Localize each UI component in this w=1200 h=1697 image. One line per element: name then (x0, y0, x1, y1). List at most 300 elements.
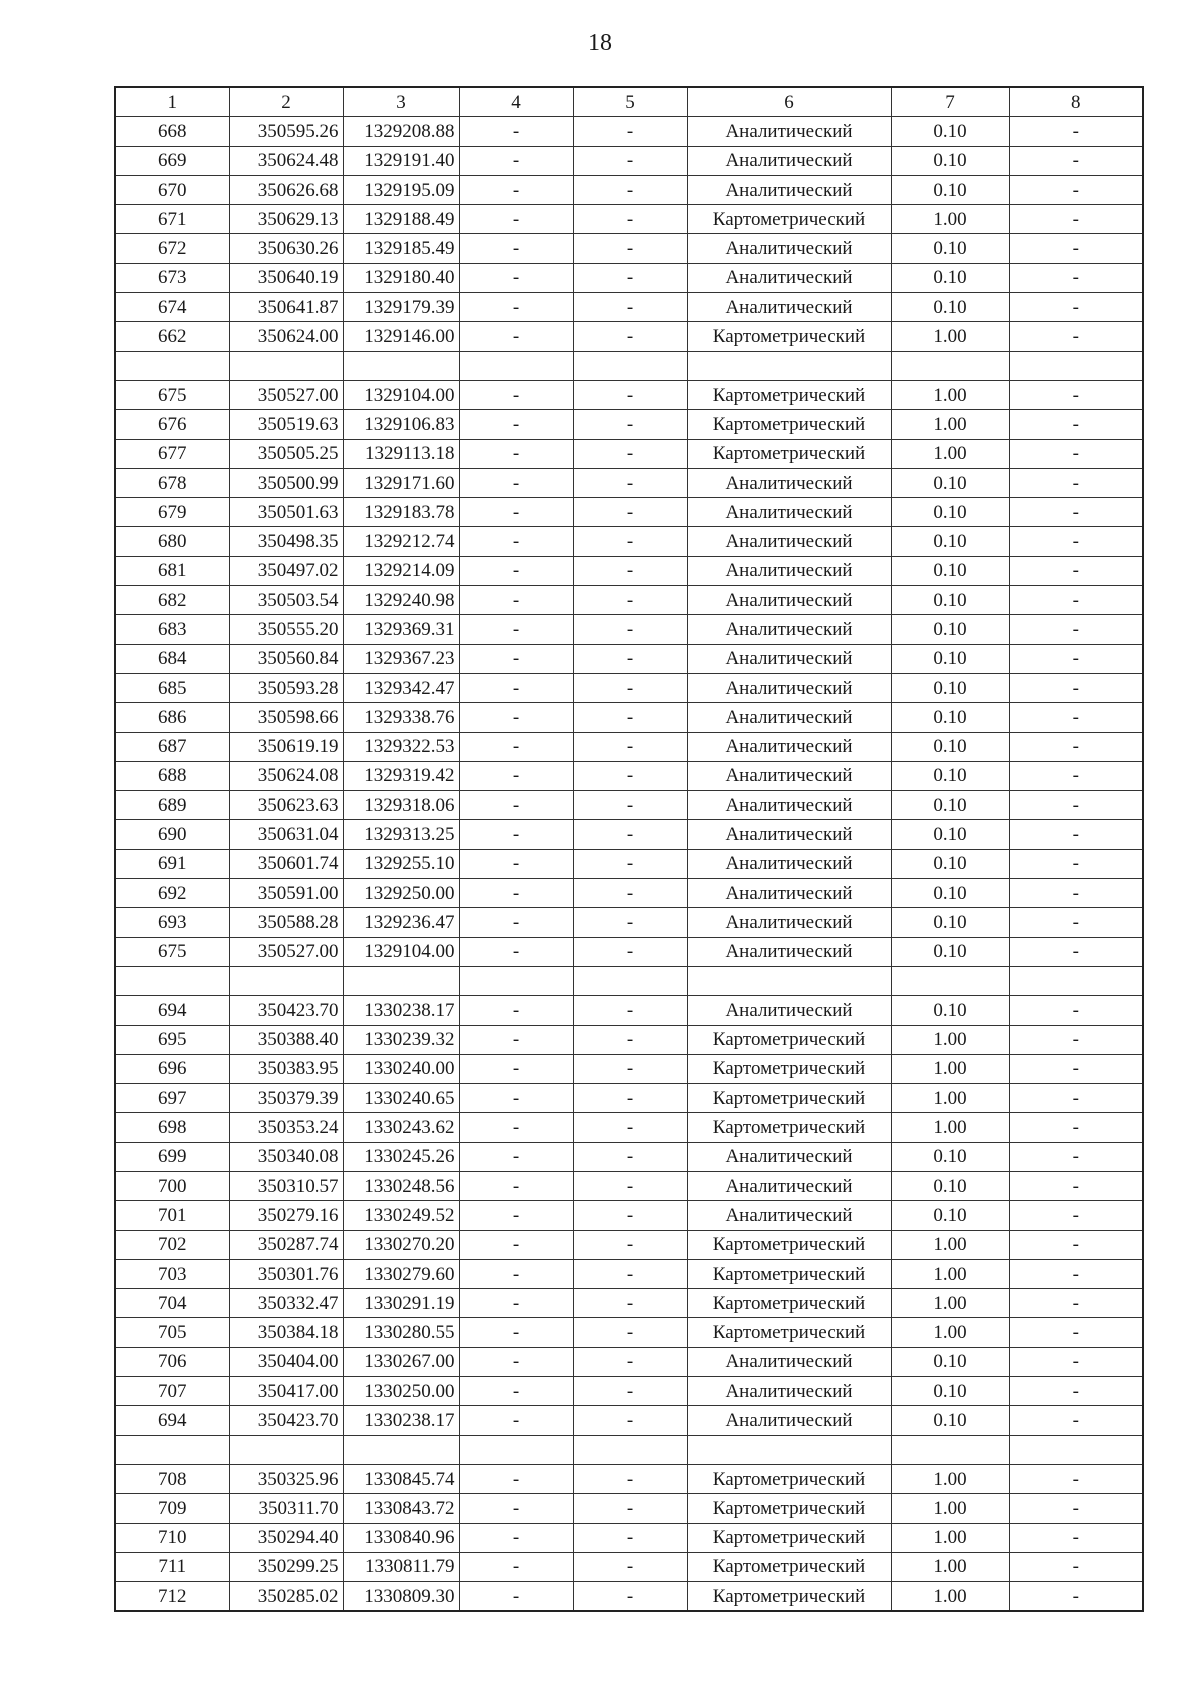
table-cell: - (573, 1523, 687, 1552)
table-cell: Картометрический (687, 1289, 891, 1318)
table-cell: - (459, 996, 573, 1025)
table-cell: - (459, 1201, 573, 1230)
table-cell: - (459, 117, 573, 146)
table-cell: 350310.57 (229, 1171, 343, 1200)
table-cell: 1330809.30 (343, 1582, 459, 1612)
table-row (115, 1582, 1143, 1612)
table-cell: - (573, 849, 687, 878)
table-cell: - (573, 937, 687, 966)
table-cell: - (1009, 234, 1143, 263)
table-cell: 1329369.31 (343, 615, 459, 644)
table-cell: 695 (115, 1025, 229, 1054)
table-cell: 350555.20 (229, 615, 343, 644)
table-cell: - (1009, 879, 1143, 908)
table-cell: 0.10 (891, 937, 1009, 966)
table-cell: 0.10 (891, 879, 1009, 908)
table-cell: 0.10 (891, 1201, 1009, 1230)
table-cell: - (573, 175, 687, 204)
table-cell: 1.00 (891, 1230, 1009, 1259)
table-cell: 350353.24 (229, 1113, 343, 1142)
table-cell: 673 (115, 263, 229, 292)
table-cell: - (459, 175, 573, 204)
page-number: 18 (588, 30, 612, 56)
table-cell (891, 966, 1009, 995)
table-cell: 1330270.20 (343, 1230, 459, 1259)
table-cell: - (573, 498, 687, 527)
table-cell: - (1009, 556, 1143, 585)
table-cell: Аналитический (687, 586, 891, 615)
table-cell: 1329214.09 (343, 556, 459, 585)
column-header: 8 (1009, 87, 1143, 117)
table-cell (229, 351, 343, 380)
table-cell: 691 (115, 849, 229, 878)
table-cell: 350332.47 (229, 1289, 343, 1318)
table-row (115, 234, 1143, 263)
table-cell: - (573, 1347, 687, 1376)
table-cell: Картометрический (687, 1084, 891, 1113)
table-cell: - (459, 1552, 573, 1581)
table-cell: 1330280.55 (343, 1318, 459, 1347)
table-cell: 1329195.09 (343, 175, 459, 204)
table-cell: Аналитический (687, 996, 891, 1025)
table-cell: 350593.28 (229, 673, 343, 702)
table-row (115, 791, 1143, 820)
table-cell: Картометрический (687, 1318, 891, 1347)
table-cell (459, 1435, 573, 1464)
table-cell: - (573, 1230, 687, 1259)
table-cell: Картометрический (687, 205, 891, 234)
table-row (115, 732, 1143, 761)
table-cell: 350287.74 (229, 1230, 343, 1259)
table-row (115, 644, 1143, 673)
table-cell: 699 (115, 1142, 229, 1171)
table-cell: 1.00 (891, 1552, 1009, 1581)
table-cell: 1.00 (891, 1464, 1009, 1493)
table-cell: - (459, 146, 573, 175)
table-cell: 0.10 (891, 146, 1009, 175)
table-cell: - (459, 1347, 573, 1376)
table-cell: - (1009, 1523, 1143, 1552)
table-cell: 350503.54 (229, 586, 343, 615)
table-cell: - (1009, 498, 1143, 527)
table-cell: 1329208.88 (343, 117, 459, 146)
table-cell: - (573, 791, 687, 820)
table-cell: - (459, 937, 573, 966)
table-row (115, 1494, 1143, 1523)
table-cell: - (459, 439, 573, 468)
table-cell: 1330248.56 (343, 1171, 459, 1200)
table-cell: 350294.40 (229, 1523, 343, 1552)
table-cell (343, 351, 459, 380)
table-cell: - (459, 586, 573, 615)
table-cell: - (459, 673, 573, 702)
table-row (115, 937, 1143, 966)
table-cell: 350629.13 (229, 205, 343, 234)
table-cell: 0.10 (891, 615, 1009, 644)
table-cell: Аналитический (687, 468, 891, 497)
table-cell: 1329367.23 (343, 644, 459, 673)
table-cell: 1329113.18 (343, 439, 459, 468)
table-cell: 1329338.76 (343, 703, 459, 732)
table-cell: Аналитический (687, 644, 891, 673)
table-cell: 0.10 (891, 996, 1009, 1025)
table-cell: 350641.87 (229, 293, 343, 322)
table-cell: 689 (115, 791, 229, 820)
table-row (115, 1552, 1143, 1581)
table-row (115, 1201, 1143, 1230)
table-cell: 1330811.79 (343, 1552, 459, 1581)
table-cell: - (1009, 175, 1143, 204)
table-cell: - (1009, 1289, 1143, 1318)
table-row (115, 498, 1143, 527)
table-cell (229, 966, 343, 995)
table-cell (573, 1435, 687, 1464)
table-cell: 350631.04 (229, 820, 343, 849)
table-cell: Аналитический (687, 879, 891, 908)
table-cell: - (1009, 937, 1143, 966)
table-cell: 680 (115, 527, 229, 556)
table-cell: Аналитический (687, 175, 891, 204)
table-cell: - (573, 1582, 687, 1612)
table-cell: 704 (115, 1289, 229, 1318)
table-cell: 696 (115, 1054, 229, 1083)
table-cell: 350404.00 (229, 1347, 343, 1376)
table-cell: 1.00 (891, 1289, 1009, 1318)
table-cell: - (459, 380, 573, 409)
table-cell: Аналитический (687, 761, 891, 790)
table-cell: 0.10 (891, 234, 1009, 263)
table-cell: 1.00 (891, 322, 1009, 351)
column-header: 3 (343, 87, 459, 117)
table-cell: - (573, 263, 687, 292)
table-cell: 350560.84 (229, 644, 343, 673)
table-cell (115, 351, 229, 380)
table-cell: 1330267.00 (343, 1347, 459, 1376)
table-cell: - (573, 1171, 687, 1200)
table-cell: 350285.02 (229, 1582, 343, 1612)
table-cell: - (573, 1289, 687, 1318)
table-cell: 0.10 (891, 527, 1009, 556)
table-cell: Аналитический (687, 849, 891, 878)
table-cell: - (459, 1171, 573, 1200)
table-row (115, 1259, 1143, 1288)
table-cell: 1329313.25 (343, 820, 459, 849)
table-cell: 1.00 (891, 1113, 1009, 1142)
table-cell: 674 (115, 293, 229, 322)
table-cell: 688 (115, 761, 229, 790)
table-cell: - (459, 1318, 573, 1347)
table-cell: 0.10 (891, 761, 1009, 790)
table-cell: - (573, 996, 687, 1025)
table-cell: Картометрический (687, 1230, 891, 1259)
column-header: 4 (459, 87, 573, 117)
table-cell (687, 966, 891, 995)
table-row (115, 1113, 1143, 1142)
table-cell: - (1009, 1025, 1143, 1054)
table-cell: 1.00 (891, 205, 1009, 234)
table-cell: - (573, 1025, 687, 1054)
table-cell: - (1009, 263, 1143, 292)
table-cell: 711 (115, 1552, 229, 1581)
table-cell: 0.10 (891, 117, 1009, 146)
table-cell: - (459, 1523, 573, 1552)
table-cell: - (1009, 673, 1143, 702)
table-cell: Аналитический (687, 1171, 891, 1200)
table-cell: 1.00 (891, 1494, 1009, 1523)
table-cell: 0.10 (891, 498, 1009, 527)
table-cell: - (459, 1289, 573, 1318)
table-cell: 679 (115, 498, 229, 527)
table-cell: - (573, 1084, 687, 1113)
table-cell: - (573, 1318, 687, 1347)
table-row (115, 1142, 1143, 1171)
table-row (115, 1171, 1143, 1200)
table-cell: 1329322.53 (343, 732, 459, 761)
table-separator-row (115, 351, 1143, 380)
table-cell: - (459, 644, 573, 673)
table-cell: 1330240.00 (343, 1054, 459, 1083)
table-cell: 1.00 (891, 380, 1009, 409)
table-cell: 705 (115, 1318, 229, 1347)
table-separator-row (115, 966, 1143, 995)
table-cell: - (1009, 820, 1143, 849)
table-cell: - (1009, 1552, 1143, 1581)
table-cell: Картометрический (687, 439, 891, 468)
table-cell: 350383.95 (229, 1054, 343, 1083)
table-cell: 350591.00 (229, 879, 343, 908)
table-cell: 1.00 (891, 1259, 1009, 1288)
table-row (115, 1230, 1143, 1259)
table-cell: Картометрический (687, 1552, 891, 1581)
table-cell: 706 (115, 1347, 229, 1376)
table-cell: - (1009, 1377, 1143, 1406)
table-row (115, 556, 1143, 585)
table-cell: 1329104.00 (343, 937, 459, 966)
table-cell: - (459, 322, 573, 351)
table-cell: 1329191.40 (343, 146, 459, 175)
table-cell: - (459, 1230, 573, 1259)
table-cell: - (573, 410, 687, 439)
table-cell: - (1009, 410, 1143, 439)
table-cell: - (573, 879, 687, 908)
table-cell: - (1009, 1113, 1143, 1142)
table-row (115, 263, 1143, 292)
table-cell: 669 (115, 146, 229, 175)
table-cell: 350624.48 (229, 146, 343, 175)
table-cell: 1329212.74 (343, 527, 459, 556)
table-cell: 1329179.39 (343, 293, 459, 322)
table-cell: - (459, 263, 573, 292)
table-cell: - (573, 556, 687, 585)
table-cell: - (573, 293, 687, 322)
table-cell: 675 (115, 937, 229, 966)
table-cell: 0.10 (891, 644, 1009, 673)
table-cell: 712 (115, 1582, 229, 1612)
table-cell (343, 1435, 459, 1464)
table-cell: Аналитический (687, 703, 891, 732)
table-cell: 1.00 (891, 1318, 1009, 1347)
table-row (115, 879, 1143, 908)
table-cell: - (1009, 1054, 1143, 1083)
table-row (115, 468, 1143, 497)
table-row (115, 1406, 1143, 1435)
table-cell: - (1009, 322, 1143, 351)
table-cell: - (459, 1113, 573, 1142)
table-cell: - (459, 849, 573, 878)
table-cell: 350598.66 (229, 703, 343, 732)
table-cell: 1329180.40 (343, 263, 459, 292)
table-cell: - (459, 1054, 573, 1083)
table-cell: - (1009, 1464, 1143, 1493)
table-cell: - (573, 1259, 687, 1288)
table-cell: Аналитический (687, 146, 891, 175)
table-cell: - (1009, 1201, 1143, 1230)
table-cell: - (459, 410, 573, 439)
table-row (115, 615, 1143, 644)
table-row (115, 1318, 1143, 1347)
table-cell: - (1009, 205, 1143, 234)
table-cell: Аналитический (687, 556, 891, 585)
table-cell: Аналитический (687, 820, 891, 849)
table-cell (891, 1435, 1009, 1464)
table-separator-row (115, 1435, 1143, 1464)
table-row (115, 410, 1143, 439)
table-cell: - (459, 498, 573, 527)
table-cell: 350588.28 (229, 908, 343, 937)
table-cell: - (1009, 732, 1143, 761)
table-row (115, 1289, 1143, 1318)
table-cell: 1.00 (891, 410, 1009, 439)
table-cell: 702 (115, 1230, 229, 1259)
table-row (115, 527, 1143, 556)
table-cell: Аналитический (687, 1377, 891, 1406)
table-cell: - (1009, 996, 1143, 1025)
table-cell: 707 (115, 1377, 229, 1406)
table-cell: Аналитический (687, 117, 891, 146)
table-cell: 698 (115, 1113, 229, 1142)
table-cell: - (1009, 293, 1143, 322)
table-cell: 350527.00 (229, 380, 343, 409)
table-cell (1009, 966, 1143, 995)
table-cell: 350519.63 (229, 410, 343, 439)
table-cell: - (573, 703, 687, 732)
table-cell: 0.10 (891, 1171, 1009, 1200)
table-cell: - (459, 1142, 573, 1171)
table-cell (343, 966, 459, 995)
table-cell: 1329250.00 (343, 879, 459, 908)
table-cell: 0.10 (891, 791, 1009, 820)
table-cell: Картометрический (687, 1025, 891, 1054)
table-cell: - (1009, 146, 1143, 175)
table-cell: 692 (115, 879, 229, 908)
table-cell: Картометрический (687, 380, 891, 409)
table-cell: Аналитический (687, 293, 891, 322)
table-row (115, 322, 1143, 351)
table-cell: 0.10 (891, 849, 1009, 878)
table-cell: - (573, 1113, 687, 1142)
table-cell (1009, 351, 1143, 380)
table-cell: - (573, 586, 687, 615)
table-cell: 350623.63 (229, 791, 343, 820)
table-row (115, 703, 1143, 732)
table-cell: - (1009, 468, 1143, 497)
table-cell: 0.10 (891, 1347, 1009, 1376)
table-cell: - (573, 322, 687, 351)
table-cell: 0.10 (891, 703, 1009, 732)
table-cell: - (1009, 644, 1143, 673)
table-cell: - (1009, 1142, 1143, 1171)
table-cell: 1.00 (891, 1054, 1009, 1083)
table-cell: - (573, 732, 687, 761)
table-cell: 1330279.60 (343, 1259, 459, 1288)
table-cell: - (1009, 1171, 1143, 1200)
table-cell: - (1009, 908, 1143, 937)
table-cell: 709 (115, 1494, 229, 1523)
table-cell: - (573, 1464, 687, 1493)
table-cell: - (573, 1494, 687, 1523)
table-cell: 0.10 (891, 908, 1009, 937)
table-row (115, 996, 1143, 1025)
table-cell: 1329319.42 (343, 761, 459, 790)
table-cell: - (459, 1025, 573, 1054)
table-cell: - (459, 791, 573, 820)
table-cell: - (459, 1259, 573, 1288)
table-cell: - (1009, 586, 1143, 615)
table-cell: Аналитический (687, 908, 891, 937)
table-cell: 350624.00 (229, 322, 343, 351)
table-cell: 0.10 (891, 1377, 1009, 1406)
column-header: 7 (891, 87, 1009, 117)
table-cell (687, 351, 891, 380)
table-cell: Картометрический (687, 1113, 891, 1142)
table-cell: 350624.08 (229, 761, 343, 790)
table-cell: - (459, 527, 573, 556)
table-cell: 1329183.78 (343, 498, 459, 527)
column-header: 6 (687, 87, 891, 117)
table-cell: 350384.18 (229, 1318, 343, 1347)
table-cell: - (1009, 703, 1143, 732)
table-cell: 350619.19 (229, 732, 343, 761)
table-row (115, 849, 1143, 878)
table-row (115, 820, 1143, 849)
table-cell: 686 (115, 703, 229, 732)
table-cell: - (573, 234, 687, 263)
table-cell: 668 (115, 117, 229, 146)
table-cell: - (459, 1582, 573, 1612)
table-cell: 1.00 (891, 1084, 1009, 1113)
table-row (115, 1464, 1143, 1493)
table-cell: - (459, 234, 573, 263)
table-cell: 678 (115, 468, 229, 497)
table-cell: 0.10 (891, 175, 1009, 204)
table-cell: Аналитический (687, 1201, 891, 1230)
table-cell: 681 (115, 556, 229, 585)
table-row (115, 908, 1143, 937)
table-cell: - (1009, 1494, 1143, 1523)
table-cell: 350325.96 (229, 1464, 343, 1493)
table-cell: - (573, 673, 687, 702)
table-cell (687, 1435, 891, 1464)
table-cell: 677 (115, 439, 229, 468)
table-cell: 662 (115, 322, 229, 351)
table-row (115, 146, 1143, 175)
table-row (115, 673, 1143, 702)
table-cell: 350301.76 (229, 1259, 343, 1288)
table-cell: 701 (115, 1201, 229, 1230)
table-cell: 1329236.47 (343, 908, 459, 937)
table-cell: - (459, 1494, 573, 1523)
table-cell: 0.10 (891, 556, 1009, 585)
